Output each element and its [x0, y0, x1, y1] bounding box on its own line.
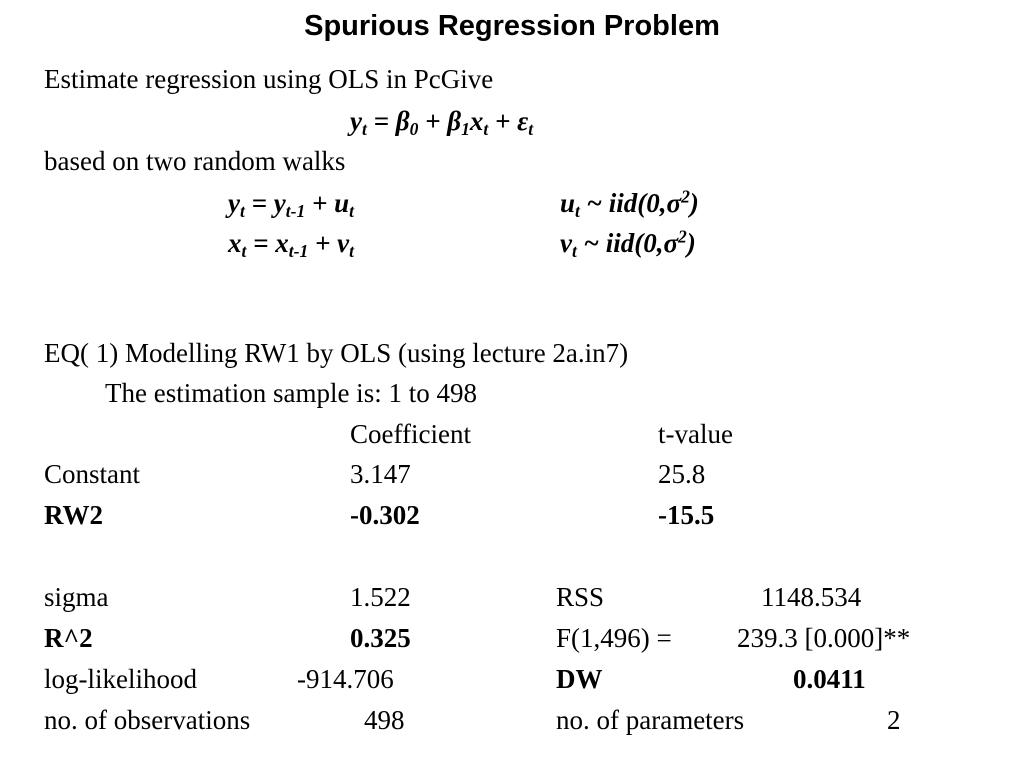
intro-line-2: based on two random walks — [44, 146, 346, 176]
sigma-value: 1.522 — [350, 582, 411, 612]
slide-title: Spurious Regression Problem — [304, 10, 720, 42]
dw-value: 0.0411 — [793, 664, 866, 694]
f-stat-value: 239.3 [0.000]** — [737, 623, 911, 653]
random-walk-y: $y_t = y_{t-1} + u_t$ — [228, 188, 355, 221]
output-header: EQ( 1) Modelling RW1 by OLS (using lecture 2a.in7) — [44, 338, 629, 368]
nparams-value: 2 — [887, 705, 901, 735]
regression-equation: $y_t = \beta_0 + \beta_1x_t + \varepsilon_t$ — [350, 106, 534, 139]
dw-label: DW — [556, 664, 603, 694]
loglik-value: -914.706 — [297, 664, 394, 694]
row-tvalue: 25.8 — [658, 459, 706, 489]
distribution-v: $v_t$ ~ $iid(0,\sigma^2)$ — [560, 226, 696, 261]
rss-label: RSS — [556, 582, 605, 612]
row-coefficient: -0.302 — [350, 500, 420, 530]
sigma-label: sigma — [44, 582, 109, 612]
nparams-label: no. of parameters — [556, 705, 745, 735]
loglik-label: log-likelihood — [44, 664, 197, 694]
sample-line: The estimation sample is: 1 to 498 — [105, 378, 477, 408]
nobs-value: 498 — [364, 705, 405, 735]
distribution-u: $u_t$ ~ $iid(0,\sigma^2)$ — [560, 186, 699, 221]
row-tvalue: -15.5 — [658, 500, 715, 530]
r2-value: 0.325 — [350, 623, 411, 653]
f-stat-label: F(1,496) = — [556, 623, 672, 653]
r2-label: R^2 — [44, 623, 93, 653]
row-name: Constant — [44, 459, 141, 489]
intro-line-1: Estimate regression using OLS in PcGive — [44, 64, 494, 94]
col-header-tvalue: t-value — [658, 419, 733, 449]
row-coefficient: 3.147 — [350, 459, 411, 489]
random-walk-x: $x_t = x_{t-1} + v_t$ — [228, 228, 354, 261]
col-header-coefficient: Coefficient — [350, 419, 471, 449]
rss-value: 1148.534 — [761, 582, 862, 612]
nobs-label: no. of observations — [44, 705, 251, 735]
row-name: RW2 — [44, 500, 104, 530]
